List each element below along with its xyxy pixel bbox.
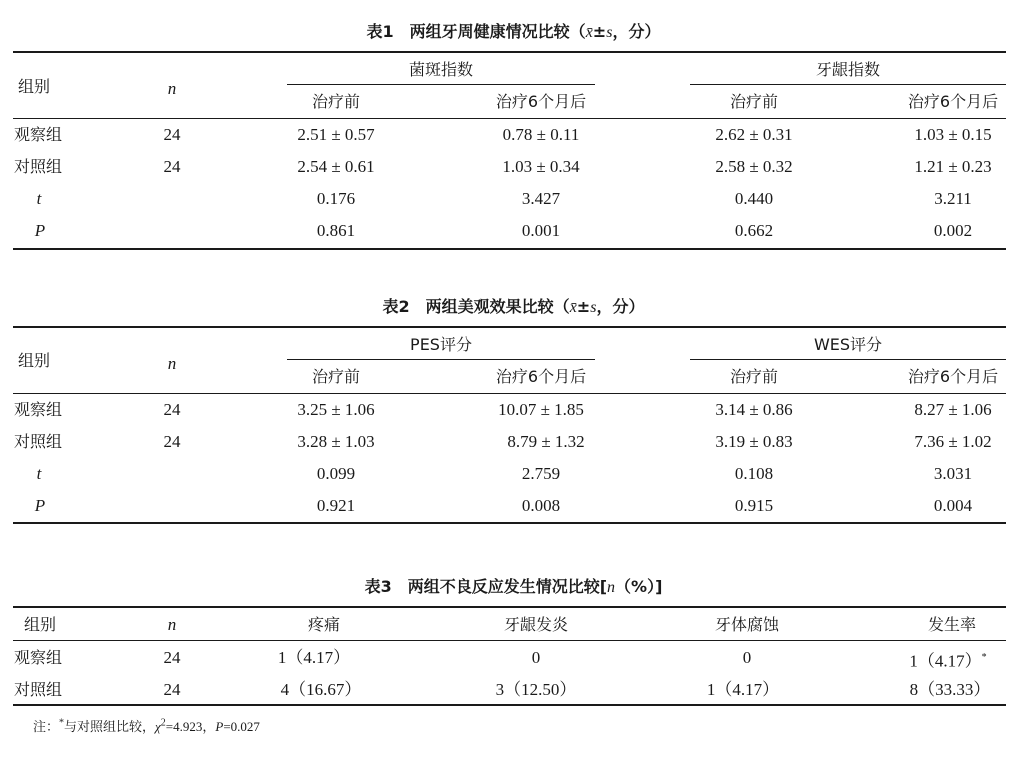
table-row-label-t: t	[36, 464, 42, 483]
table2-caption: 表2 两组美观效果比较（x̄±s，分）	[382, 297, 645, 316]
table-cell: 1（4.17）	[706, 680, 780, 699]
table3-footnote: 注：*与对照组比较，$\chi^2=4.923$，P=0.027	[33, 717, 260, 735]
table-cell: 0.008	[521, 496, 561, 515]
table-row-label-t: t	[36, 189, 42, 208]
table2-bottom-rule	[13, 522, 1006, 524]
table2-sub-before-b: 治疗前	[729, 367, 779, 386]
table3-header-n: n	[167, 615, 177, 634]
table1-caption: 表1 两组牙周健康情况比较（x̄±s，分）	[366, 22, 661, 41]
table-cell: 3.28 ± 1.03	[297, 432, 375, 451]
table2-group-b-rule	[690, 359, 1006, 360]
table-cell: 0.662	[734, 221, 774, 240]
table1-header-gingival-index: 牙龈指数	[815, 60, 881, 79]
table-cell: 0.001	[521, 221, 561, 240]
table-cell: 8.79 ± 1.32	[507, 432, 585, 451]
table-cell: 0.78 ± 0.11	[502, 125, 580, 144]
table2-header-wes: WES评分	[813, 335, 883, 354]
table-cell: 3.427	[521, 189, 561, 208]
table-cell: 0.002	[933, 221, 973, 240]
table-cell: 3.14 ± 0.86	[715, 400, 793, 419]
table-cell: 8（33.33）	[909, 680, 991, 699]
table1-sub-before-b: 治疗前	[729, 92, 779, 111]
table1-header-group: 组别	[18, 77, 51, 96]
table-cell: 0.004	[933, 496, 973, 515]
table-cell: 3.211	[934, 189, 972, 208]
table2-header-group: 组别	[18, 351, 51, 370]
table-cell: 1（4.17）*	[909, 651, 987, 671]
table-cell: 10.07 ± 1.85	[498, 400, 584, 419]
table1-sub-before-a: 治疗前	[311, 92, 361, 111]
table-cell: 7.36 ± 1.02	[914, 432, 992, 451]
table2-header-n: n	[167, 354, 177, 373]
table-cell-n: 24	[163, 680, 181, 699]
table3-bottom-rule	[13, 704, 1006, 706]
table-row-label: 观察组	[14, 400, 63, 419]
table2-sub-after-b: 治疗6个月后	[907, 367, 999, 386]
table-cell: 0.915	[734, 496, 774, 515]
table1-top-rule	[13, 51, 1006, 53]
table-cell: 3.19 ± 0.83	[715, 432, 793, 451]
table-cell: 2.759	[521, 464, 561, 483]
table3-top-rule	[13, 606, 1006, 608]
table-row-label-p: P	[34, 221, 46, 240]
table-cell: 0.861	[316, 221, 356, 240]
xbar-symbol: x̄	[569, 299, 577, 316]
table1-header-rule	[13, 118, 1006, 119]
table-cell: 1（4.17）	[277, 648, 351, 667]
table-row-label: 观察组	[14, 125, 63, 144]
table-cell-n: 24	[163, 125, 181, 144]
table1-bottom-rule	[13, 248, 1006, 250]
table1-header-plaque-index: 菌斑指数	[408, 60, 474, 79]
table1-group-a-rule	[287, 84, 595, 85]
significance-mark: *	[981, 652, 987, 663]
table-cell: 0.108	[734, 464, 774, 483]
table1-header-n: n	[167, 79, 177, 98]
table-cell: 3.031	[933, 464, 973, 483]
table-cell: 0.176	[316, 189, 356, 208]
table2-sub-before-a: 治疗前	[311, 367, 361, 386]
table-row-label: 观察组	[14, 648, 63, 667]
table-cell: 2.54 ± 0.61	[297, 157, 375, 176]
table-cell: 0.099	[316, 464, 356, 483]
table-cell: 0	[742, 648, 752, 667]
table-row-label: 对照组	[14, 680, 63, 699]
table-cell-n: 24	[163, 648, 181, 667]
table3-header-rate: 发生率	[927, 615, 977, 634]
table-cell-n: 24	[163, 157, 181, 176]
table-cell: 1.21 ± 0.23	[914, 157, 992, 176]
table-cell-n: 24	[163, 400, 181, 419]
table1-sub-after-a: 治疗6个月后	[495, 92, 587, 111]
table-cell: 2.58 ± 0.32	[715, 157, 793, 176]
table3-header-gingivitis: 牙龈发炎	[503, 615, 569, 634]
table-cell: 3（12.50）	[495, 680, 577, 699]
table-cell: 0	[531, 648, 541, 667]
table1-sub-after-b: 治疗6个月后	[907, 92, 999, 111]
table-cell: 0.921	[316, 496, 356, 515]
table-cell: 2.62 ± 0.31	[715, 125, 793, 144]
table-cell-n: 24	[163, 432, 181, 451]
table2-group-a-rule	[287, 359, 595, 360]
table-cell: 1.03 ± 0.15	[914, 125, 992, 144]
table2-header-pes: PES评分	[410, 335, 472, 354]
xbar-symbol: x̄	[585, 24, 593, 41]
table1-group-b-rule	[690, 84, 1006, 85]
table3-caption: 表3 两组不良反应发生情况比较[n（%）]	[364, 577, 663, 596]
table-cell: 8.27 ± 1.06	[914, 400, 992, 419]
table2-header-rule	[13, 393, 1006, 394]
table3-header-rule	[13, 640, 1006, 641]
table2-top-rule	[13, 326, 1006, 328]
table-cell: 2.51 ± 0.57	[297, 125, 375, 144]
table2-sub-after-a: 治疗6个月后	[495, 367, 587, 386]
table-cell: 3.25 ± 1.06	[297, 400, 375, 419]
table-row-label: 对照组	[14, 432, 63, 451]
table3-header-group: 组别	[24, 615, 57, 634]
table-cell: 1.03 ± 0.34	[502, 157, 580, 176]
table3-header-pain: 疼痛	[307, 615, 341, 634]
table-cell: 4（16.67）	[280, 680, 362, 699]
table-cell: 0.440	[734, 189, 774, 208]
table3-header-corrosion: 牙体腐蚀	[714, 615, 780, 634]
table-row-label-p: P	[34, 496, 46, 515]
table-row-label: 对照组	[14, 157, 63, 176]
